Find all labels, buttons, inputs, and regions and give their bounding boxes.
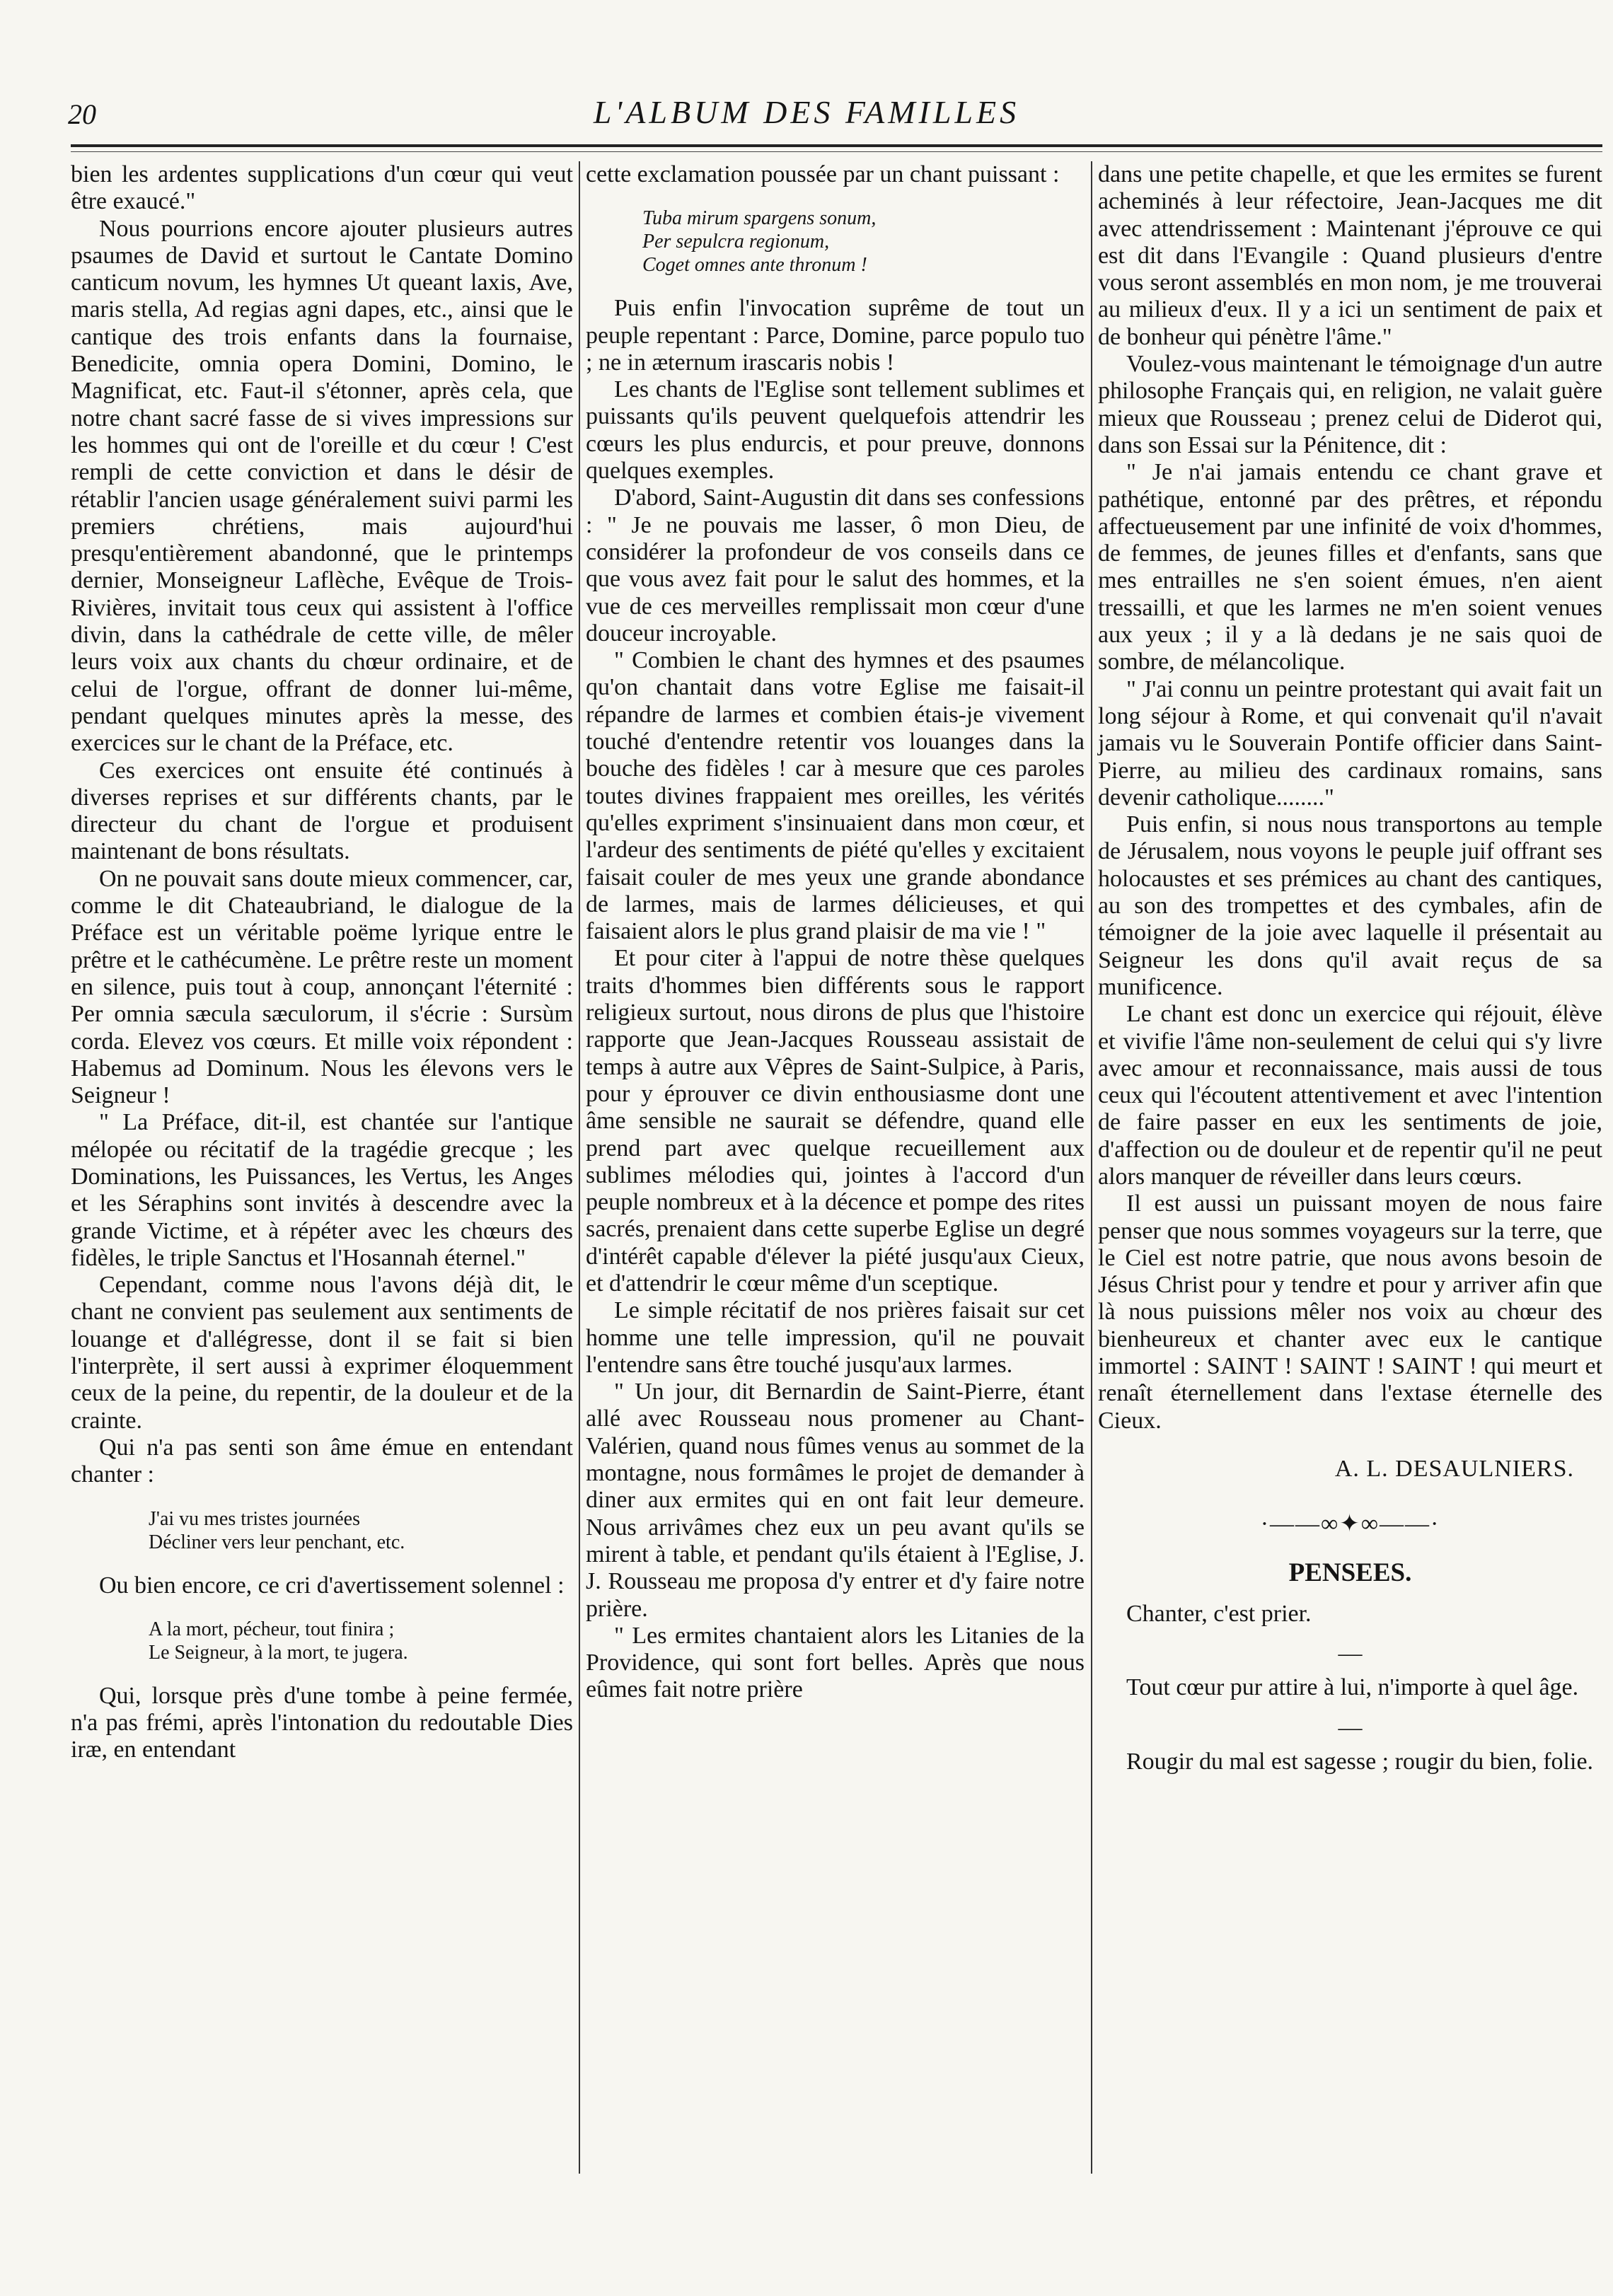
paragraph: bien les ardentes supplications d'un cœur qui veut être exaucé." [71,161,573,215]
paragraph: Il est aussi un puissant moyen de nous faire penser que nous sommes voyageurs sur la terre, que le Ciel est notre patrie, que nous avons besoin de Jésus Christ pour y tendre et pour y arriver afin que là nous puissions mêler nos voix au chœur des bienheureux et chanter avec eux le cantique immortel : SAINT ! SAINT ! SAINT ! qui meurt et renaît éternellement dans l'extase éternelle des Cieux. [1098,1190,1602,1434]
paragraph: On ne pouvait sans doute mieux commencer, car, comme le dit Chateaubriand, le dialogue de la Préface est un véritable poëme lyrique entre le prêtre et le cathécumène. Le prêtre reste un moment en silence, puis tout à coup, annonçant l'éternité : Per omnia sæcula sæculorum, il s'écrie : Sursùm corda. Elevez vos cœurs. Et mille voix répondent : Habemus ad Dominum. Nous les élevons vers le Seigneur ! [71,865,573,1109]
running-title: L'ALBUM DES FAMILLES [593,94,1020,130]
paragraph: cette exclamation poussée par un chant puissant : [586,161,1060,187]
verse-line: Per sepulcra regionum, [642,231,830,253]
paragraph: " Je n'ai jamais entendu ce chant grave et pathétique, entonné par des prêtres, et répondu affectueusement par une infinité de voix d'hommes, de femmes, de jeunes filles et d'enfants, sans que mes entrailles ne s'en soient émues, n'en aient tressailli, et que les larmes ne m'en soient venues aux yeux ; il y a là dedans je ne sais quoi de sombre, de mélancolique. [1098,459,1602,676]
paragraph: Les chants de l'Eglise sont tellement sublimes et puissants qu'ils peuvent quelquefois attendrir les cœurs les plus endurcis, et pour preuve, donnons quelques exemples. [586,376,1085,485]
column-left [71,161,573,1764]
separator-dash: — [1338,1640,1363,1667]
verse-quote [642,207,1085,277]
paragraph: Et pour citer à l'appui de notre thèse quelques traits d'hommes bien différents sous le rapport religieux surtout, nous dirons de plus que l'histoire rapporte que Jean-Jacques Rousseau assistait de temps à autre aux Vêpres de Saint-Sulpice, à Paris, pour y éprouver ce divin enthousiasme dont une âme sensible ne saurait se défendre, quand elle prend part avec quelque recueillement aux sublimes mélodies qui, jointes à l'accord d'un peuple nombreux et à la décence et pompe des rites sacrés, prenaient dans cette superbe Eglise un degré d'intérêt capable d'élever la piété jusqu'aux Cieux, et d'attendrir le cœur même d'un sceptique. [586,945,1085,1297]
paragraph: " Un jour, dit Bernardin de Saint-Pierre, étant allé avec Rousseau nous promener au Chant-Valérien, quand nous fûmes venus au sommet de la montagne, nous formâmes le projet de demander à diner aux ermites qui en ont fait leur demeure. Nous arrivâmes chez eux un peu avant qu'ils se mirent à table, et pendant qu'ils étaient à l'Eglise, J. J. Rousseau me proposa d'y entrer et d'y faire notre prière. [586,1379,1085,1622]
paragraph: Le simple récitatif de nos prières faisait sur cet homme une telle impression, qu'il ne pouvait l'entendre sans être touché jusqu'aux larmes. [586,1297,1085,1378]
paragraph: Ou bien encore, ce cri d'avertissement solennel : [99,1572,565,1599]
author-signature: A. L. DESAULNIERS. [1334,1455,1574,1482]
verse-quote [149,1507,573,1554]
verse-line: Coget omnes ante thronum ! [642,254,867,277]
paragraph: Voulez-vous maintenant le témoignage d'un autre philosophe Français qui, en religion, ne valait guère mieux que Rousseau ; prenez celui de Diderot qui, dans son Essai sur la Pénitence, dit : [1098,351,1602,458]
page-number: 20 [68,98,96,130]
verse-line: Décliner vers leur penchant, etc. [149,1531,405,1553]
paragraph: Ces exercices ont ensuite été continués à diverses reprises et sur différents chants, par le directeur du chant de l'orgue et produisent maintenant de bons résultats. [71,757,573,865]
verse-line: Le Seigneur, à la mort, te jugera. [149,1641,408,1664]
separator-dash: — [1338,1714,1363,1741]
ornament-divider: ·——∞✦∞——· [1260,1511,1440,1538]
pensee: Chanter, c'est prier. [1126,1600,1312,1627]
paragraph: " Combien le chant des hymnes et des psaumes qu'on chantait dans votre Eglise me faisait-il répandre de larmes et combien étais-je vivement touché d'entendre retentir vos louanges dans la bouche des fidèles ! car à mesure que ces paroles toutes divines frappaient mes oreilles, les vérités qu'elles expriment s'insinuaient dans mon cœur, et l'ardeur des sentiments de piété qu'elles y excitaient faisait couler de mes yeux une grande abondance de larmes, mais de larmes délicieuses, et qui faisaient alors le plus grand plaisir de ma vie ! " [586,647,1085,945]
verse-line: Tuba mirum spargens sonum, [642,207,877,230]
pensee: Rougir du mal est sagesse ; rougir du bien, folie. [1126,1749,1594,1775]
paragraph: Nous pourrions encore ajouter plusieurs autres psaumes de David et surtout le Cantate Domino canticum novum, les hymnes Ut queant laxis, Ave, maris stella, Ad regias agni dapes, etc., ainsi que le cantique des trois enfants dans la fournaise, Benedicite, omnia opera Domini, Domino, le Magnificat, etc. Faut-il s'étonner, après cela, que notre chant sacré fasse de si vives impressions sur les hommes qui ont de l'oreille et du cœur ! C'est rempli de cette conviction et dans le désir de rétablir l'ancien usage généralement suivi parmi les premiers chrétiens, mais aujourd'hui presqu'entièrement abandonné, que le printemps dernier, Monseigneur Laflèche, Evêque de Trois-Rivières, invitait tous ceux qui assistent à l'office divin, dans la cathédrale de cette ville, de mêler leurs voix aux chants du chœur ordinaire, et de celui de l'orgue, offrant de donner lui-même, pendant quelques minutes après la messe, des exercices sur le chant de la Préface, etc. [71,215,573,757]
header-rule [71,144,1602,152]
pensee: Tout cœur pur attire à lui, n'importe à quel âge. [1126,1674,1579,1701]
paragraph: Qui, lorsque près d'une tombe à peine fermée, n'a pas frémi, après l'intonation du redoutable Dies iræ, en entendant [71,1682,573,1763]
verse-line: J'ai vu mes tristes journées [149,1507,360,1530]
paragraph: " La Préface, dit-il, est chantée sur l'antique mélopée ou récitatif de la tragédie grecque ; les Dominations, les Puissances, les Vertus, les Anges et les Séraphins sont invités à descendre avec la grande Victime, et à répéter avec les chœurs des fidèles, le triple Sanctus et l'Hosannah éternel." [71,1109,573,1271]
paragraph: Puis enfin l'invocation suprême de tout un peuple repentant : Parce, Domine, parce populo tuo ; ne in æternum irascaris nobis ! [586,295,1085,376]
paragraph: D'abord, Saint-Augustin dit dans ses confessions : " Je ne pouvais me lasser, ô mon Dieu, de considérer la profondeur de vos conseils dans ce que vous avez fait pour le salut des hommes, et la vue de ces merveilles remplissait mon cœur d'une douceur incroyable. [586,485,1085,647]
verse-line: A la mort, pécheur, tout finira ; [149,1618,395,1640]
verse-quote [149,1618,573,1664]
paragraph: Qui n'a pas senti son âme émue en entendant chanter : [71,1434,573,1488]
paragraph: " J'ai connu un peintre protestant qui avait fait un long séjour à Rome, et qui convenait qu'il n'avait jamais vu le Souverain Pontife officier dans Saint-Pierre, au milieu des cardinaux romains, sans devenir catholique........" [1098,676,1602,811]
paragraph: Cependant, comme nous l'avons déjà dit, le chant ne convient pas seulement aux sentiments de louange et d'allégresse, dont il se fait si bien l'interprète, il sert aussi à exprimer éloquemment ceux de la peine, du repentir, de la douleur et de la crainte. [71,1272,573,1434]
column-divider [1091,161,1092,2174]
column-right [1098,161,1602,1775]
section-heading: PENSEES. [1288,1558,1412,1587]
column-middle [586,161,1085,1704]
column-divider [579,161,580,2174]
paragraph: dans une petite chapelle, et que les ermites se furent acheminés à leur réfectoire, Jean-Jacques me dit avec attendrissement : Maintenant j'éprouve ce qui est dit dans l'Evangile : Quand plusieurs d'entre vous seront assemblés en mon nom, je me trouverai au milieux d'eux. Il y a ici un sentiment de paix et de bonheur qui pénètre l'âme." [1098,161,1602,350]
paragraph: Le chant est donc un exercice qui réjouit, élève et vivifie l'âme non-seulement de celui qui s'y livre avec amour et reconnaissance, mais aussi de tous ceux qui l'écoutent attentivement et avec l'intention de faire passer en eux les sentiments de joie, d'affection ou de douleur et de repentir qu'il ne peut alors manquer de réveiller dans leurs cœurs. [1098,1001,1602,1190]
paragraph: " Les ermites chantaient alors les Litanies de la Providence, qui sont fort belles. Après que nous eûmes fait notre prière [586,1622,1085,1703]
paragraph: Puis enfin, si nous nous transportons au temple de Jérusalem, nous voyons le peuple juif offrant ses holocaustes et ses prémices au chant des cantiques, au son des trompettes et des cymbales, afin de témoigner de la joie avec laquelle il présentait au Seigneur les dons qu'il avait reçus de sa munificence. [1098,811,1602,1000]
